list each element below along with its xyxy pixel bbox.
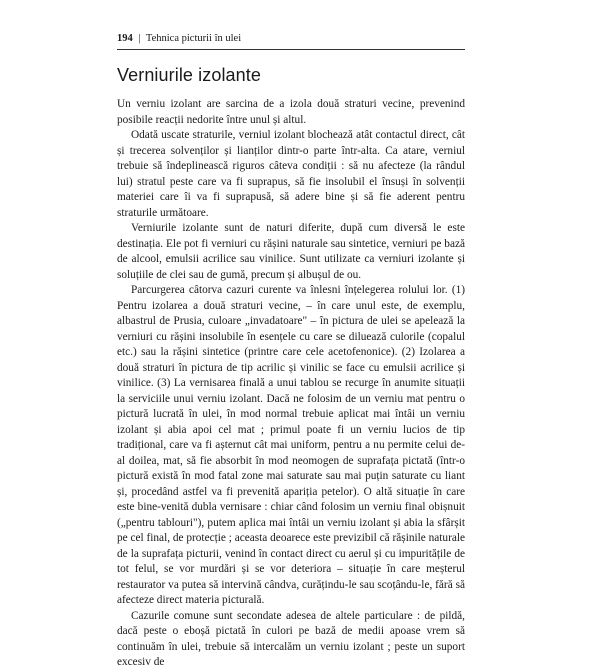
paragraph: Parcurgerea câtorva cazuri curente va înlesni înțelegerea rolului lor. (1) Pentru izolarea a două straturi vecine, – în care unul este, de exemplu, albastrul de Prusia, culoare „invadatoare" – în pictura de ulei se apelează la verniuri cu rășini insolubile în esențele cu care se diluează culorile (copalul etc.) sau la rășini sintetice (printre care cele acetofenonice). (2) Izolarea a două straturi în pictura de tip acrilic și vinilic se face cu emulsii acrilice și vinilice. (3) La vernisarea finală a unui tablou se recurge în anumite situații la serviciile unui verniu izolant. Dacă ne folosim de un verniu mat pentru o pictură lucrată în ulei, în mod normal trebuie aplicat mai întâi un verniu izolant și abia apoi cel mat ; primul poate fi un verniu lucios de tip tradițional, care va fi așternut cât mai uniform, pentru a nu permite celui de-al doilea, mat, să fie absorbit în mod neomogen de suprafața pictată (într-o pictură există în mod fatal zone mai saturate sau mai puțin saturate cu liant și, procedând astfel va fi prevenită apariția petelor). O altă situație în care este bine-venită dubla vernisare : chiar când folosim un verniu final obișnuit („pentru tablouri"), putem aplica mai întâi un verniu izolant și abia la sfârșit pe cel final, de protecție ; aceasta deoarece este previzibil că rășinile naturale de la suprafața picturii, venind în contact direct cu aerul și cu impuritățile de tot felul, se vor murdări și se vor deteriora – situație în care meșterul restaurator va putea să intervină cândva, curățindu-le sau scoțându-le, fără să afecteze direct materia picturală. xyxy=(117,284,465,606)
header-rule xyxy=(117,49,465,50)
running-title: Tehnica picturii în ulei xyxy=(145,33,242,44)
header-separator: | xyxy=(138,33,141,44)
section-title: Verniurile izolante xyxy=(117,65,261,85)
running-head xyxy=(117,33,241,44)
paragraph: Verniurile izolante sunt de naturi diferite, după cum diversă le este destinația. Ele pot fi verniuri cu rășini naturale sau sintetice, verniuri pe bază de alcool, emulsii acrilice sau vinilice. Sunt utilizate ca verniuri izolante și soluțiile de clei sau de gumă, precum și albușul de ou. xyxy=(117,222,465,281)
paragraph: Un verniu izolant are sarcina de a izola două straturi vecine, prevenind posibile reacții nedorite între unul și altul. xyxy=(117,98,465,126)
paragraph: Odată uscate straturile, verniul izolant blochează atât contactul direct, cât și trecerea solvenților și lianților dintr-o parte într-alta. Ca atare, verniul trebuie să îndeplinească riguros câteva condiții : să nu afecteze (la rândul lui) stratul peste care va fi suprapus, să fie insolubil el însuși în solvenții materiei care îi va fi suprapusă, să adere bine și să fie aderent pentru straturile următoare. xyxy=(117,129,465,219)
page-number: 194 xyxy=(117,33,133,44)
paragraph: Cazurile comune sunt secondate adesea de altele particulare : de pildă, dacă peste o eboșă pictată în culori pe bază de medii apoase vrem să continuăm în ulei, trebuie să intercalăm un verniu izolant ; peste un suport excesiv de xyxy=(117,609,465,668)
body-text xyxy=(117,97,465,671)
